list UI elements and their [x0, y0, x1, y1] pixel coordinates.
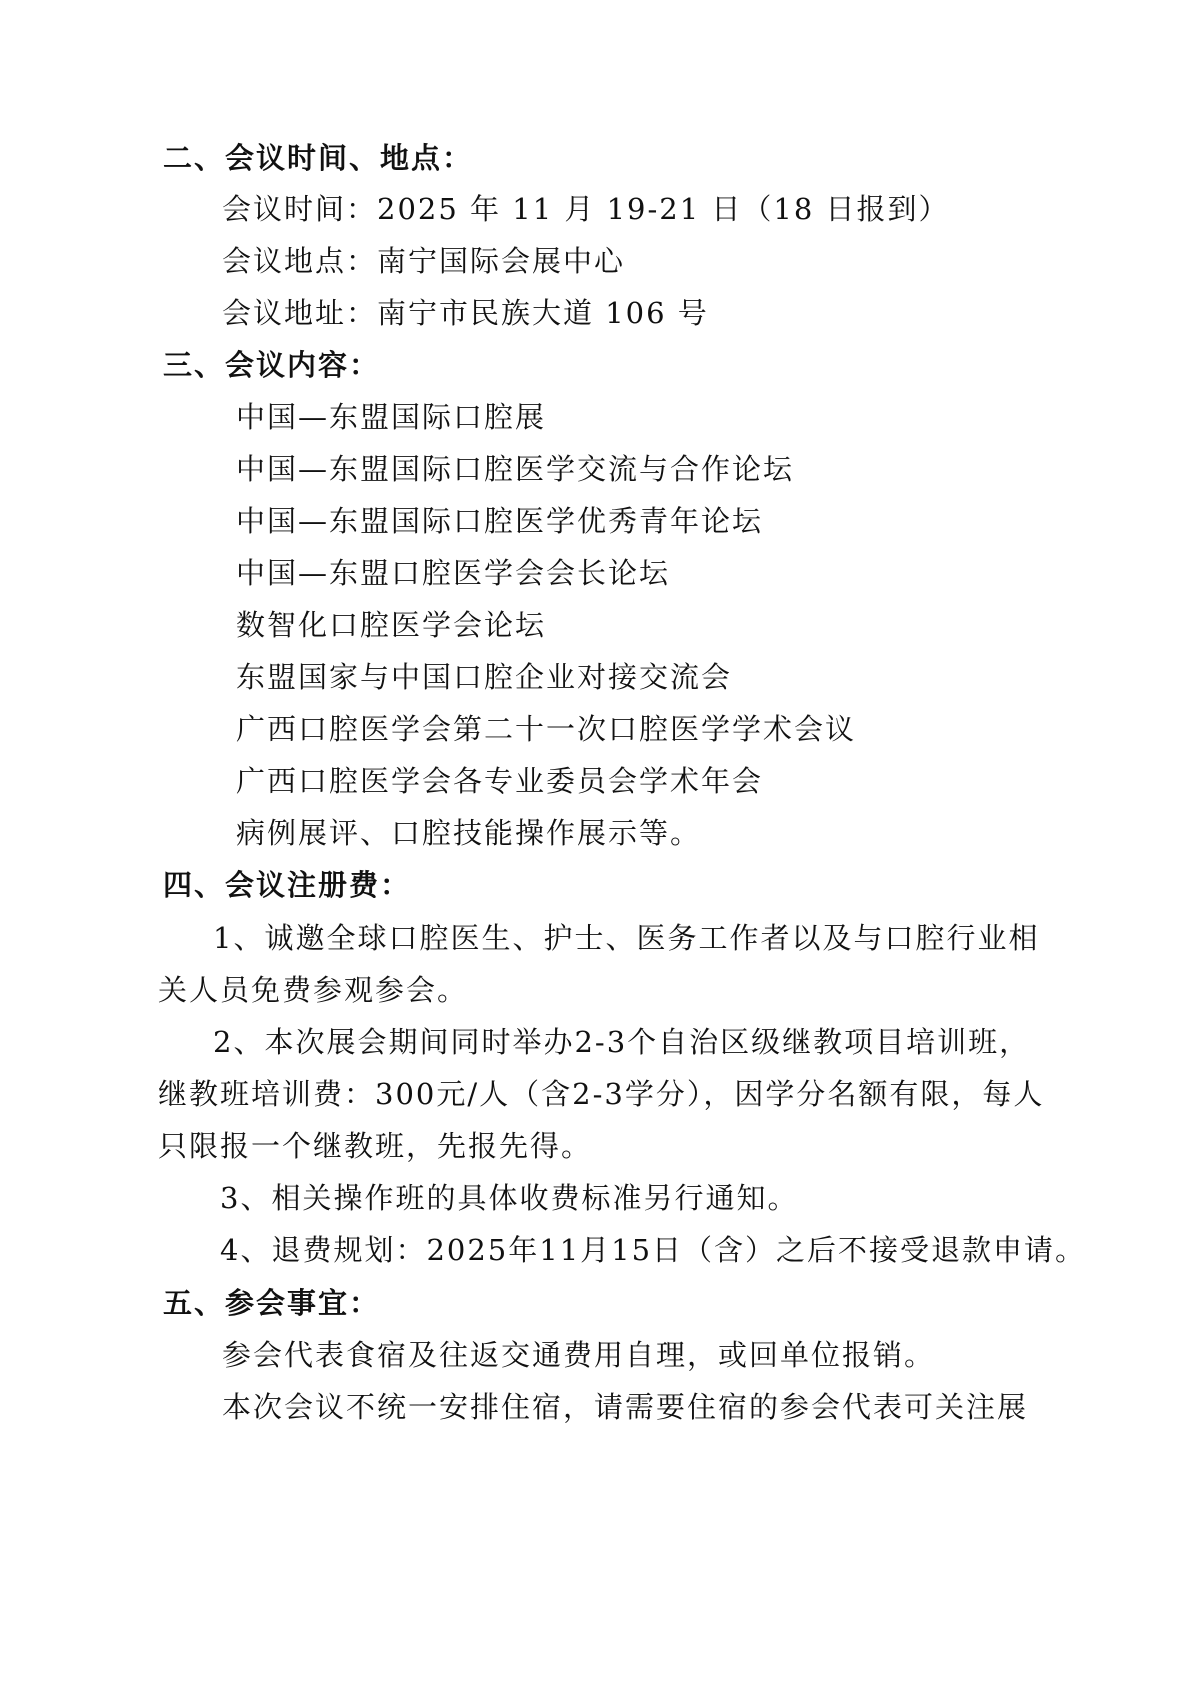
- fee-paragraph-2-line-3: 只限报一个继教班，先报先得。: [158, 1129, 593, 1163]
- content-item: 数智化口腔医学会论坛: [236, 608, 547, 642]
- content-item: 病例展评、口腔技能操作展示等。: [236, 816, 702, 850]
- fee-paragraph-3: 3、相关操作班的具体收费标准另行通知。: [220, 1181, 799, 1215]
- attendance-paragraph-2: 本次会议不统一安排住宿，请需要住宿的参会代表可关注展: [222, 1390, 1029, 1424]
- meeting-address: 会议地址：南宁市民族大道 106 号: [222, 296, 709, 330]
- content-item: 中国—东盟国际口腔展: [236, 400, 547, 434]
- content-item: 中国—东盟口腔医学会会长论坛: [236, 556, 671, 590]
- section-5-heading: 五、参会事宜：: [163, 1286, 381, 1320]
- content-item: 广西口腔医学会第二十一次口腔医学学术会议: [236, 712, 857, 746]
- meeting-time: 会议时间：2025 年 11 月 19-21 日（18 日报到）: [222, 192, 950, 226]
- section-3-heading: 三、会议内容：: [163, 348, 381, 382]
- content-item: 广西口腔医学会各专业委员会学术年会: [236, 764, 764, 798]
- fee-paragraph-2-line-2: 继教班培训费：300元/人（含2-3学分），因学分名额有限，每人: [158, 1077, 1045, 1111]
- fee-paragraph-4: 4、退费规划：2025年11月15日（含）之后不接受退款申请。: [220, 1233, 1087, 1267]
- content-item: 中国—东盟国际口腔医学优秀青年论坛: [236, 504, 764, 538]
- attendance-paragraph-1: 参会代表食宿及往返交通费用自理，或回单位报销。: [222, 1338, 936, 1372]
- content-item: 东盟国家与中国口腔企业对接交流会: [236, 660, 733, 694]
- section-4-heading: 四、会议注册费：: [163, 868, 412, 902]
- fee-paragraph-1-line-1: 1、诚邀全球口腔医生、护士、医务工作者以及与口腔行业相: [213, 921, 1040, 955]
- fee-paragraph-2-line-1: 2、本次展会期间同时举办2-3个自治区级继教项目培训班，: [213, 1025, 1031, 1059]
- fee-paragraph-1-line-2: 关人员免费参观参会。: [158, 973, 469, 1007]
- section-2-heading: 二、会议时间、地点：: [163, 141, 474, 175]
- content-item: 中国—东盟国际口腔医学交流与合作论坛: [236, 452, 795, 486]
- meeting-place: 会议地点：南宁国际会展中心: [222, 244, 626, 278]
